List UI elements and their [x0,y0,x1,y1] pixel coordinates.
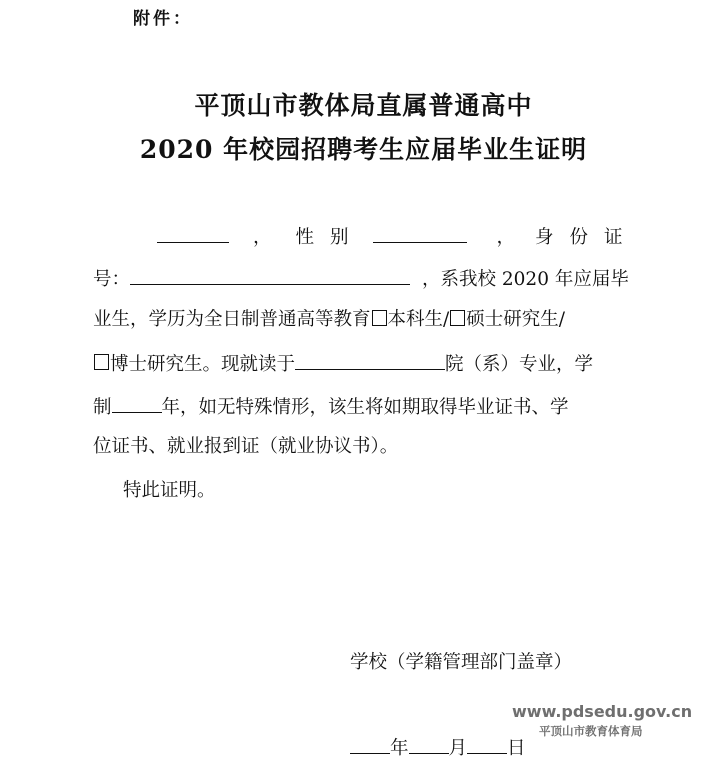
id-label: 身份证 [535,227,639,248]
gender-label: 性别 [295,227,365,248]
years-blank[interactable] [112,392,162,413]
body-text: 制 [93,397,112,418]
name-blank[interactable] [157,222,229,243]
comma: ， [253,227,272,248]
comma: ， [496,227,516,248]
closing-text: 特此证明。 [123,480,216,501]
checkbox-master[interactable] [450,310,465,326]
body-text: 院（系）专业，学 [445,354,594,375]
body-line-2 [93,264,653,293]
body-line-6: 位证书、就业报到证（就业协议书）。 [93,436,399,457]
body-text: 业生，学历为全日制普通高等教育 [93,309,371,330]
month-blank[interactable] [409,733,449,754]
seal-label: 学校（学籍管理部门盖章） [350,652,573,673]
body-text: ，系我校 2020 年应届毕 [422,269,629,290]
year-blank[interactable] [350,733,390,754]
document-title-line1: 平顶山市教体局直属普通高中 [194,91,533,120]
body-line-1 [93,222,653,251]
body-line-3 [93,307,653,333]
day-label: 日 [507,738,526,759]
day-blank[interactable] [467,733,507,754]
body-text: 年，如无特殊情形，该生将如期取得毕业证书、学 [161,397,569,418]
attachment-label: 附件： [133,9,193,29]
watermark-url: www.pdsedu.gov.cn [512,702,693,721]
body-line-4 [93,349,653,378]
document-title-line2: 2020 年校园招聘考生应届毕业生证明 [139,135,588,164]
department-blank[interactable] [295,349,445,370]
year-label: 年 [390,738,409,759]
master-label: 硕士研究生/ [466,309,565,330]
body-text: 博士研究生。现就读于 [110,354,296,375]
checkbox-doctor[interactable] [94,354,109,370]
id-number-blank[interactable] [130,264,410,285]
body-line-5 [93,392,653,421]
date-line [350,733,526,760]
bachelor-label: 本科生/ [387,309,450,330]
gender-blank[interactable] [373,222,467,243]
checkbox-bachelor[interactable] [372,310,387,326]
month-label: 月 [448,738,468,759]
watermark-org: 平顶山市教育体育局 [539,724,643,738]
id-number-label: 号： [93,269,131,290]
